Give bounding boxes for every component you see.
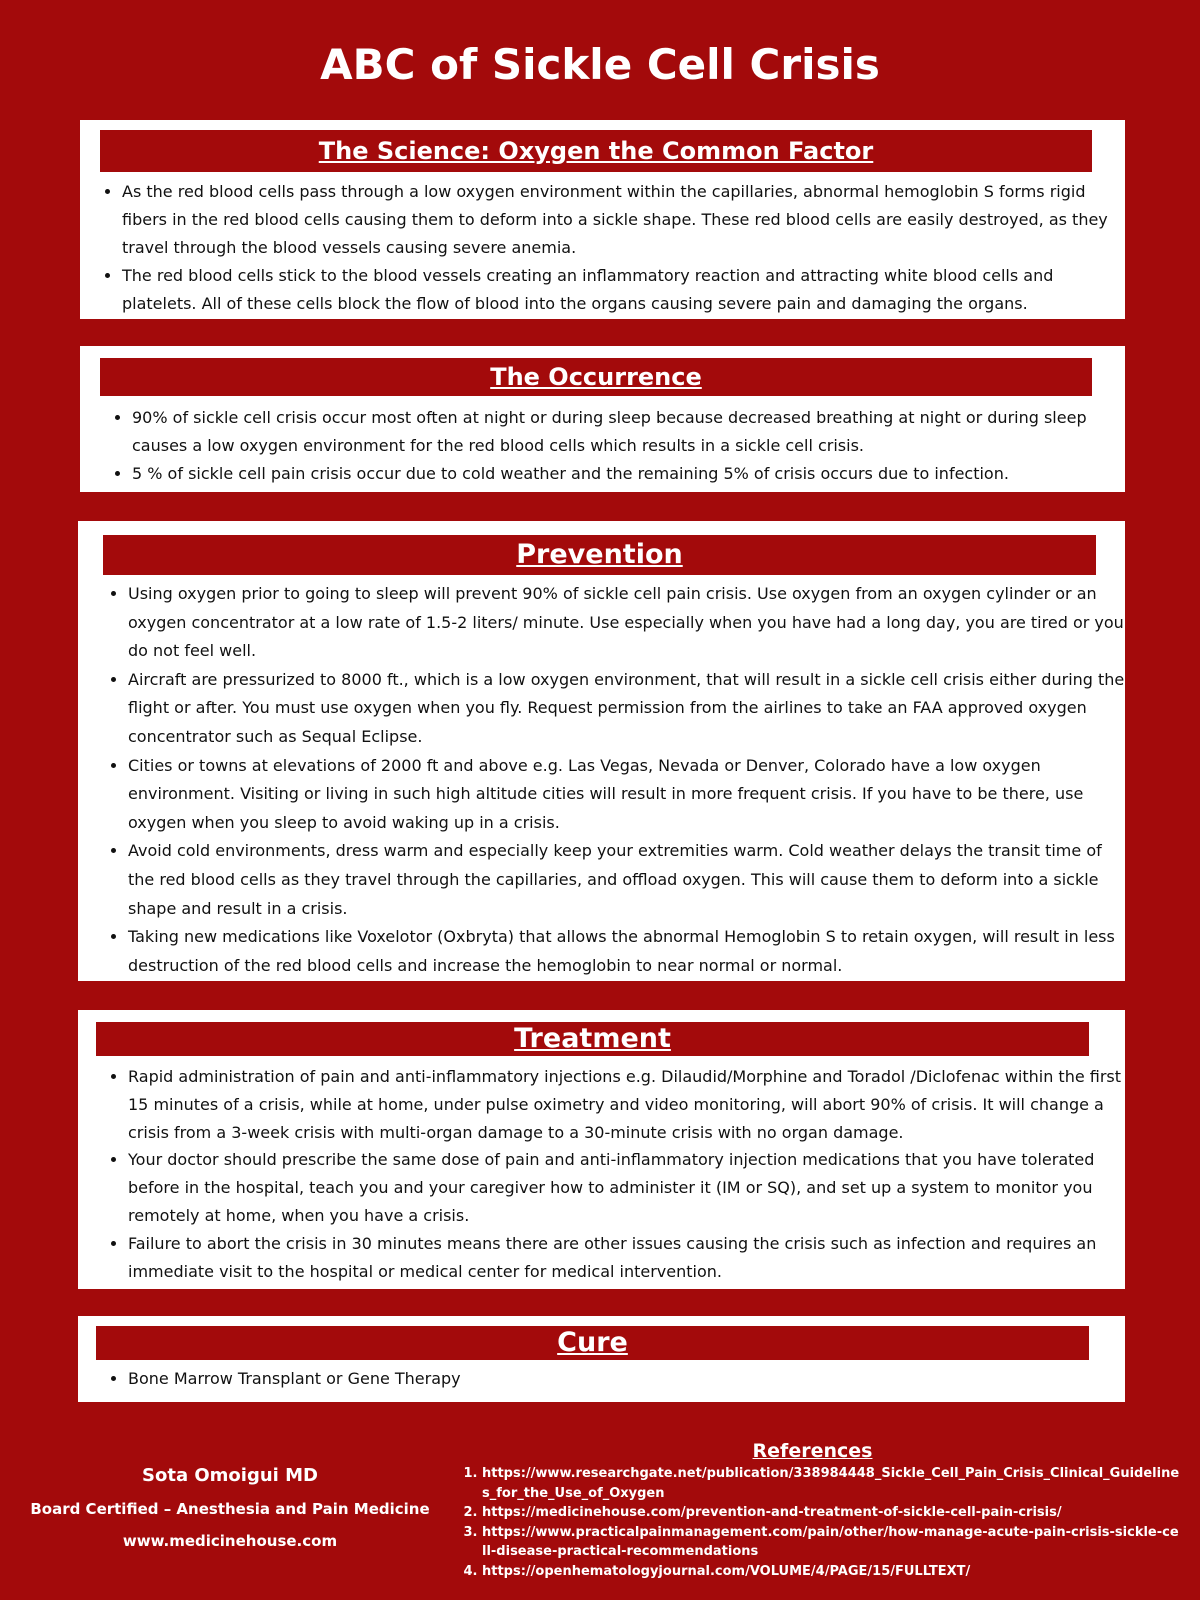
list-item: • Taking new medications like Voxelotor (Oxbryta) that allows the abnormal Hemoglobin S to retain oxygen, will result in less destruction of the red blood cells and increase the hemoglobin to near normal or normal. [128,923,1128,980]
science-list [102,178,1122,318]
reference-link[interactable]: 3. https://www.practicalpainmanagement.com/pain/other/how-manage-acute-pain-crisis-sickle-cell-disease-practical-recommendations [482,1523,1182,1562]
author-block [30,1465,430,1564]
treatment-section [78,1010,1125,1289]
author-credentials: Board Certified – Anesthesia and Pain Medicine [30,1500,430,1518]
list-item: • Cities or towns at elevations of 2000 ft and above e.g. Las Vegas, Nevada or Denver, Colorado have a low oxygen environment. Visiting or living in such high altitude cities will result in more frequent crisis. If you have to be there, use oxygen when you sleep to avoid waking up in a crisis. [128,752,1128,838]
science-heading: The Science: Oxygen the Common Factor [100,130,1092,172]
list-item: • Aircraft are pressurized to 8000 ft., which is a low oxygen environment, that will result in a sickle cell crisis either during the flight or after. You must use oxygen when you fly. Request permission from the airlines to take an FAA approved oxygen concentrator such as Sequal Eclipse. [128,666,1128,752]
prevention-list [108,580,1128,980]
list-item: • Avoid cold environments, dress warm and especially keep your extremities warm. Cold weather delays the transit time of the red blood cells as they travel through the capillaries, and offload oxygen. This will cause them to deform into a sickle shape and result in a crisis. [128,837,1128,923]
prevention-section [78,521,1125,981]
occurrence-list [112,404,1122,488]
prevention-heading: Prevention [103,535,1096,575]
list-item: • Using oxygen prior to going to sleep will prevent 90% of sickle cell pain crisis. Use oxygen from an oxygen cylinder or an oxygen concentrator at a low rate of 1.5-2 liters/ minute. Use especially when you have had a long day, you are tired or you do not feel well. [128,580,1128,666]
references-list [470,1464,1182,1581]
science-section [80,120,1125,319]
treatment-list [108,1063,1128,1285]
list-item: • Rapid administration of pain and anti-inflammatory injections e.g. Dilaudid/Morphine and Toradol /Diclofenac within the first 15 minutes of a crisis, while at home, under pulse oximetry and video monitoring, will abort 90% of crisis. It will change a crisis from a 3-week crisis with multi-organ damage to a 30-minute crisis with no organ damage. [128,1063,1128,1146]
reference-link[interactable]: 2. https://medicinehouse.com/prevention-and-treatment-of-sickle-cell-pain-crisis/ [482,1503,1182,1523]
treatment-heading: Treatment [96,1022,1089,1056]
references-title: References [752,1440,873,1462]
author-name: Sota Omoigui MD [142,1465,318,1486]
list-item: • Failure to abort the crisis in 30 minutes means there are other issues causing the crisis such as infection and requires an immediate visit to the hospital or medical center for medical intervention. [128,1230,1128,1286]
list-item: • The red blood cells stick to the blood vessels creating an inflammatory reaction and attracting white blood cells and platelets. All of these cells block the flow of blood into the organs causing severe pain and damaging the organs. [122,262,1122,318]
occurrence-section [80,346,1125,492]
list-item: • 5 % of sickle cell pain crisis occur due to cold weather and the remaining 5% of crisis occurs due to infection. [132,460,1122,488]
list-item: • 90% of sickle cell crisis occur most often at night or during sleep because decreased breathing at night or during sleep causes a low oxygen environment for the red blood cells which results in a sickle cell crisis. [132,404,1122,460]
cure-list [108,1366,1128,1392]
cure-heading: Cure [96,1326,1089,1360]
page-title: ABC of Sickle Cell Crisis [320,40,880,89]
list-item: • Your doctor should prescribe the same dose of pain and anti-inflammatory injection medications that you have tolerated before in the hospital, teach you and your caregiver how to administer it (IM or SQ), and set up a system to monitor you remotely at home, when you have a crisis. [128,1146,1128,1229]
reference-link[interactable]: 1. https://www.researchgate.net/publication/338984448_Sickle_Cell_Pain_Crisis_Clinical_Guidelines_for_the_Use_of_Oxygen [482,1464,1182,1503]
cure-section [78,1316,1125,1402]
author-website[interactable]: www.medicinehouse.com [122,1532,338,1550]
list-item: • Bone Marrow Transplant or Gene Therapy [128,1366,1128,1392]
reference-link[interactable]: 4. https://openhematologyjournal.com/VOLUME/4/PAGE/15/FULLTEXT/ [482,1562,1182,1582]
list-item: • As the red blood cells pass through a low oxygen environment within the capillaries, abnormal hemoglobin S forms rigid fibers in the red blood cells causing them to deform into a sickle shape. These red blood cells are easily destroyed, as they travel through the blood vessels causing severe anemia. [122,178,1122,262]
occurrence-heading: The Occurrence [100,358,1092,396]
